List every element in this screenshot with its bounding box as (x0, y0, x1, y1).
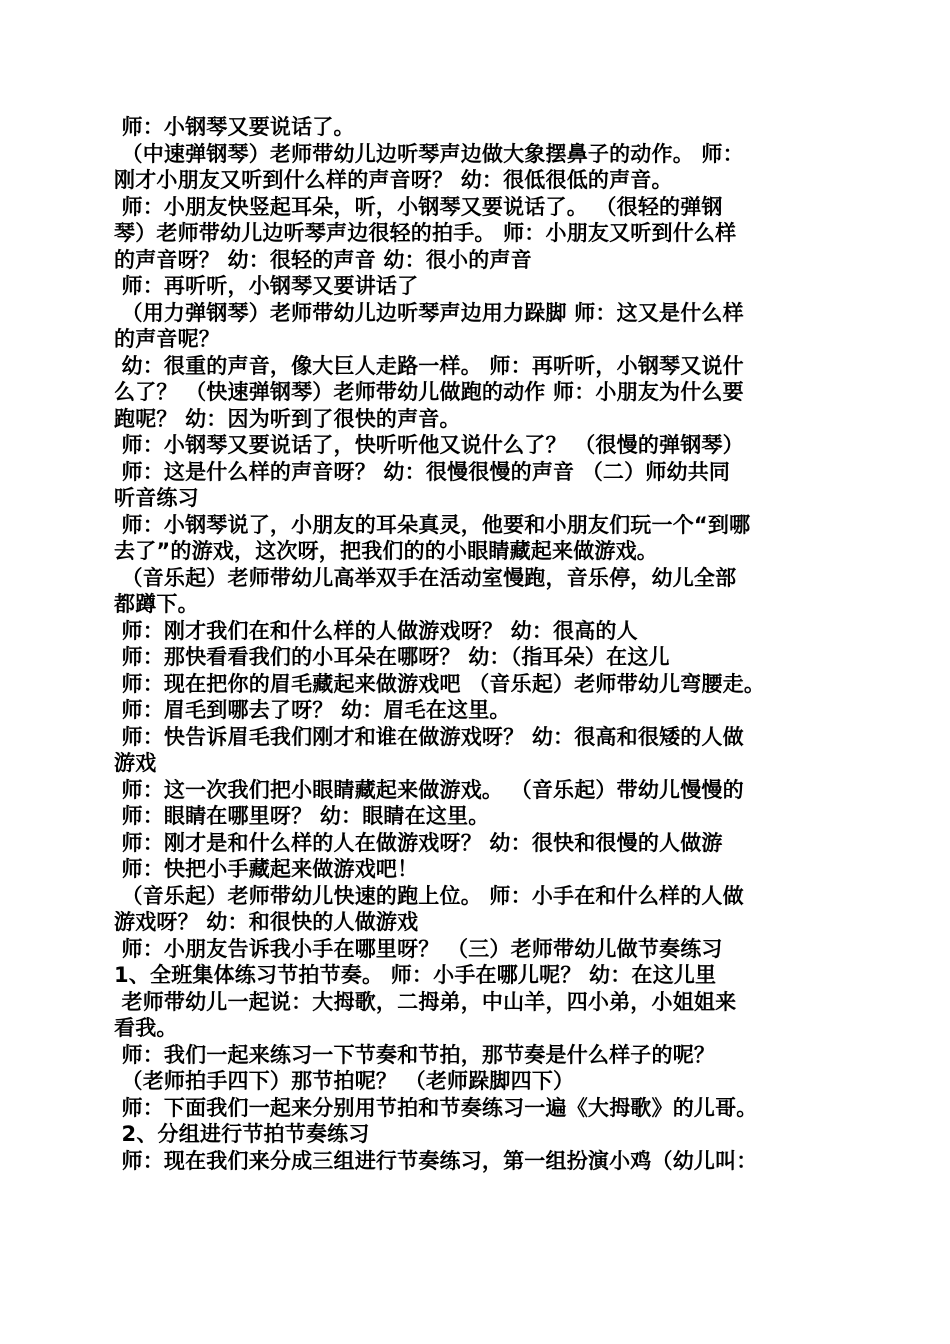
text-line: 师：下面我们一起来分别用节拍和节奏练习一遍《大拇歌》的儿哥。 (114, 1095, 758, 1120)
text-line: （音乐起）老师带幼儿快速的跑上位。 师：小手在和什么样的人做 (114, 883, 744, 908)
text-line: 师：刚才我们在和什么样的人做游戏呀？ 幼：很高的人 (114, 618, 638, 643)
text-line: 师：眼睛在哪里呀？ 幼：眼睛在这里。 (114, 804, 490, 828)
text-line: 师：小朋友告诉我小手在哪里呀？ （三）老师带幼儿做节奏练习 (114, 936, 723, 961)
document-body (114, 114, 844, 1174)
text-line: 师：小钢琴又要说话了，快听听他又说什么了？ （很慢的弹钢琴） (114, 433, 744, 457)
text-line: 听音练习 (114, 486, 199, 510)
text-line: 师：那快看看我们的小耳朵在哪呀？ 幼：（指耳朵）在这儿 (114, 645, 670, 669)
text-line: 的声音呀？ 幼：很轻的声音 幼：很小的声音 (114, 247, 532, 272)
text-line: 2、分组进行节拍节奏练习 (114, 1122, 370, 1146)
text-line: 游戏呀？ 幼：和很快的人做游戏 (114, 910, 419, 934)
text-line: 师：眉毛到哪去了呀？ 幼：眉毛在这里。 (114, 698, 511, 722)
text-line: 跑呢？ 幼：因为听到了很快的声音。 (114, 406, 461, 431)
text-line: （音乐起）老师带幼儿高举双手在活动室慢跑，音乐停，幼儿全部 (114, 565, 737, 590)
text-line: 1、全班集体练习节拍节奏。 师：小手在哪儿呢？ 幼：在这儿里 (114, 963, 717, 987)
text-line: 师：小钢琴又要说话了。 (114, 115, 355, 139)
text-line: 师：快告诉眉毛我们刚才和谁在做游戏呀？ 幼：很高和很矮的人做 (114, 724, 744, 749)
text-line: 师：小钢琴说了，小朋友的耳朵真灵，他要和小朋友们玩一个“到哪 (114, 512, 751, 537)
text-line: 师：快把小手藏起来做游戏吧！ (114, 857, 419, 881)
text-line: 师：这是什么样的声音呀？ 幼：很慢很慢的声音 （二）师幼共同 (114, 459, 731, 484)
text-line: 琴）老师带幼儿边听琴声边很轻的拍手。 师：小朋友又听到什么样 (114, 221, 737, 245)
text-line: 师：这一次我们把小眼睛藏起来做游戏。 （音乐起）带幼儿慢慢的 (114, 777, 744, 802)
text-line: 都蹲下。 (114, 592, 199, 616)
text-line: 老师带幼儿一起说：大拇歌，二拇弟，中山羊，四小弟，小姐姐来 (114, 989, 737, 1014)
text-line: 去了”的游戏，这次呀，把我们的的小眼睛藏起来做游戏。 (114, 539, 658, 563)
text-line: 师：我们一起来练习一下节奏和节拍，那节奏是什么样子的呢？ (114, 1042, 716, 1067)
text-line: 刚才小朋友又听到什么样的声音呀？ 幼：很低很低的声音。 (114, 168, 673, 192)
text-line: 么了？ （快速弹钢琴）老师带幼儿做跑的动作 师：小朋友为什么要 (114, 380, 744, 404)
text-line: 师：再听听，小钢琴又要讲话了 (114, 274, 419, 298)
text-line: 看我。 (114, 1016, 178, 1040)
text-line: 幼：很重的声音，像大巨人走路一样。 师：再听听，小钢琴又说什 (114, 353, 744, 378)
text-line: 的声音呢？ (114, 327, 220, 351)
text-line: 师：现在把你的眉毛藏起来做游戏吧 （音乐起）老师带幼儿弯腰走。 (114, 671, 766, 696)
text-line: 游戏 (114, 751, 157, 775)
text-line: （用力弹钢琴）老师带幼儿边听琴声边用力跺脚 师：这又是什么样 (114, 300, 744, 325)
text-line: 师：现在我们来分成三组进行节奏练习，第一组扮演小鸡（幼儿叫： (114, 1148, 758, 1173)
text-line: 师：刚才是和什么样的人在做游戏呀？ 幼：很快和很慢的人做游 (114, 830, 723, 855)
text-line: （老师拍手四下）那节拍呢？ （老师跺脚四下） (114, 1069, 575, 1093)
text-line: 师：小朋友快竖起耳朵，听，小钢琴又要说话了。 （很轻的弹钢 (114, 194, 723, 219)
text-line: （中速弹钢琴）老师带幼儿边听琴声边做大象摆鼻子的动作。 师： (114, 141, 744, 166)
